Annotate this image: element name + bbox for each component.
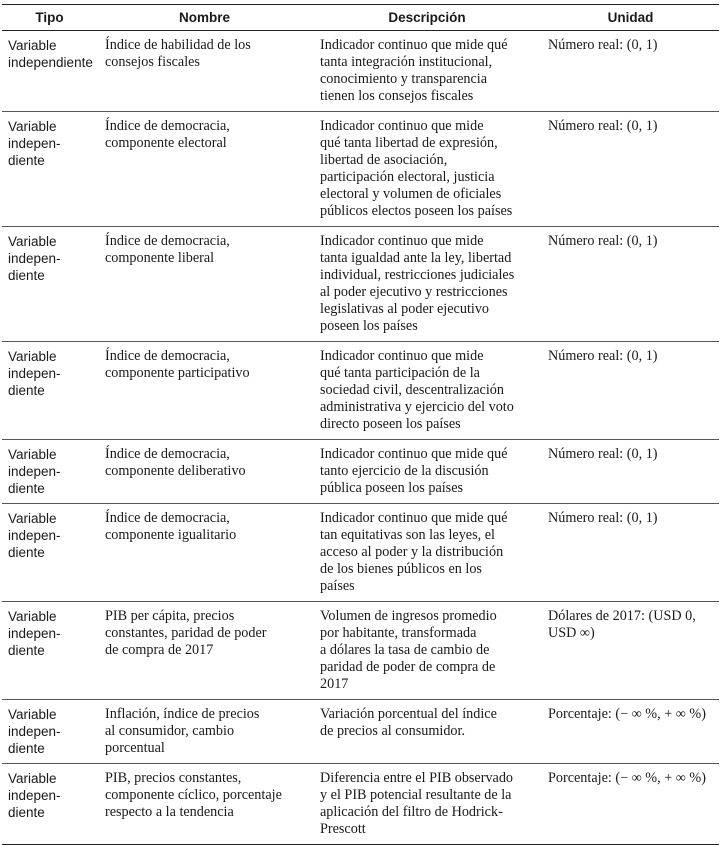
cell-tipo-line: diente (8, 481, 45, 496)
cell-nombre-line: Índice de democracia, (105, 348, 230, 364)
cell-nombre-line: Índice de democracia, (105, 510, 230, 526)
cell-descripcion-line: tienen los consejos fiscales (320, 88, 474, 104)
cell-nombre-line: al consumidor, cambio (105, 723, 235, 739)
cell-descripcion (312, 700, 542, 764)
cell-descripcion-line: Variación porcentual del índice (320, 706, 497, 722)
cell-tipo-line: independiente (8, 55, 93, 70)
cell-nombre (97, 112, 312, 227)
cell-tipo-line: Variable (8, 38, 57, 53)
cell-tipo-line: indepen- (8, 251, 61, 266)
cell-descripcion (312, 227, 542, 342)
cell-descripcion-line: paridad de poder de compra de (320, 659, 496, 675)
cell-descripcion-line: individual, restricciones judiciales (320, 267, 515, 283)
cell-descripcion (312, 31, 542, 112)
cell-tipo-line: Variable (8, 771, 57, 786)
cell-tipo-line: diente (8, 153, 45, 168)
cell-nombre-line: Índice de democracia, (105, 233, 230, 249)
table-row (2, 700, 719, 764)
cell-unidad (542, 227, 719, 342)
cell-descripcion-line: de precios al consumidor. (320, 723, 465, 739)
cell-nombre (97, 440, 312, 504)
cell-tipo-line: indepen- (8, 366, 61, 381)
cell-descripcion-line: legislativas al poder ejecutivo (320, 301, 490, 317)
variables-table (2, 4, 719, 845)
cell-tipo-line: diente (8, 643, 45, 658)
cell-tipo-line: indepen- (8, 788, 61, 803)
cell-nombre-line: componente deliberativo (105, 463, 246, 479)
cell-descripcion-line: qué tanta libertad de expresión, (320, 135, 498, 151)
cell-tipo (2, 342, 97, 440)
header-tipo: Tipo (2, 5, 97, 31)
cell-nombre-line: Índice de democracia, (105, 446, 230, 462)
cell-nombre-line: componente liberal (105, 250, 215, 266)
cell-tipo-line: Variable (8, 609, 57, 624)
cell-unidad-line: Número real: (0, 1) (548, 37, 658, 53)
cell-tipo (2, 764, 97, 845)
cell-nombre-line: porcentual (105, 740, 165, 756)
cell-tipo-line: indepen- (8, 724, 61, 739)
cell-nombre (97, 700, 312, 764)
cell-nombre-line: Índice de democracia, (105, 118, 230, 134)
cell-descripcion-line: tanta integración institucional, (320, 54, 493, 70)
table-body (2, 31, 719, 845)
cell-descripcion-line: Volumen de ingresos promedio (320, 608, 497, 624)
cell-tipo-line: Variable (8, 707, 57, 722)
cell-unidad-line: Porcentaje: (− ∞ %, + ∞ %) (548, 770, 706, 786)
cell-unidad (542, 342, 719, 440)
cell-descripcion-line: administrativa y ejercicio del voto (320, 399, 514, 415)
cell-unidad (542, 112, 719, 227)
cell-tipo-line: diente (8, 545, 45, 560)
cell-nombre-line: PIB, precios constantes, (105, 770, 242, 786)
cell-descripcion-line: tanta igualdad ante la ley, libertad (320, 250, 512, 266)
cell-descripcion-line: libertad de asociación, (320, 152, 448, 168)
header-unidad: Unidad (542, 5, 719, 31)
table-row (2, 342, 719, 440)
cell-descripcion-line: poseen los países (320, 318, 418, 334)
cell-tipo-line: indepen- (8, 464, 61, 479)
cell-descripcion-line: Indicador continuo que mide qué (320, 510, 508, 526)
cell-descripcion-line: Diferencia entre el PIB observado (320, 770, 514, 786)
cell-descripcion-line: aplicación del filtro de Hodrick- (320, 804, 503, 820)
cell-descripcion (312, 112, 542, 227)
table-row (2, 112, 719, 227)
cell-unidad-line: USD ∞) (548, 625, 595, 641)
table-row (2, 764, 719, 845)
cell-descripcion-line: tan equitativas son las leyes, el (320, 527, 495, 543)
cell-descripcion (312, 440, 542, 504)
cell-descripcion-line: electoral y volumen de oficiales (320, 186, 502, 202)
header-nombre: Nombre (97, 5, 312, 31)
cell-descripcion-line: 2017 (320, 676, 349, 692)
cell-descripcion-line: qué tanta participación de la (320, 365, 480, 381)
cell-descripcion-line: participación electoral, justicia (320, 169, 495, 185)
cell-descripcion (312, 764, 542, 845)
cell-nombre-line: Inflación, índice de precios (105, 706, 260, 722)
cell-tipo-line: Variable (8, 447, 57, 462)
cell-descripcion-line: al poder ejecutivo y restricciones (320, 284, 508, 300)
header-row (2, 5, 719, 31)
cell-descripcion (312, 504, 542, 602)
cell-unidad-line: Número real: (0, 1) (548, 446, 658, 462)
cell-nombre-line: componente electoral (105, 135, 227, 151)
cell-descripcion-line: a dólares la tasa de cambio de (320, 642, 490, 658)
cell-nombre-line: de compra de 2017 (105, 642, 214, 658)
cell-descripcion-line: Indicador continuo que mide qué (320, 37, 508, 53)
cell-unidad (542, 440, 719, 504)
cell-unidad-line: Número real: (0, 1) (548, 233, 658, 249)
cell-nombre (97, 227, 312, 342)
cell-tipo (2, 504, 97, 602)
cell-tipo (2, 602, 97, 700)
cell-descripcion-line: Indicador continuo que mide (320, 118, 484, 134)
cell-descripcion-line: Indicador continuo que mide qué (320, 446, 508, 462)
cell-descripcion-line: tanto ejercicio de la discusión (320, 463, 489, 479)
cell-nombre-line: Índice de habilidad de los (105, 37, 251, 53)
cell-nombre-line: componente igualitario (105, 527, 237, 543)
cell-nombre-line: componente cíclico, porcentaje (105, 787, 282, 803)
cell-tipo-line: diente (8, 741, 45, 756)
cell-tipo-line: diente (8, 805, 45, 820)
cell-descripcion-line: directo poseen los países (320, 416, 461, 432)
table-row (2, 602, 719, 700)
header-descripcion: Descripción (312, 5, 542, 31)
table-row (2, 440, 719, 504)
cell-descripcion (312, 602, 542, 700)
cell-tipo (2, 31, 97, 112)
cell-descripcion-line: pública poseen los países (320, 480, 464, 496)
cell-unidad (542, 602, 719, 700)
cell-unidad-line: Porcentaje: (− ∞ %, + ∞ %) (548, 706, 706, 722)
cell-tipo-line: indepen- (8, 528, 61, 543)
cell-descripcion-line: conocimiento y transparencia (320, 71, 488, 87)
cell-tipo-line: indepen- (8, 136, 61, 151)
cell-unidad (542, 764, 719, 845)
cell-tipo-line: diente (8, 383, 45, 398)
cell-tipo-line: Variable (8, 349, 57, 364)
cell-nombre (97, 764, 312, 845)
cell-tipo (2, 227, 97, 342)
cell-nombre-line: consejos fiscales (105, 54, 200, 70)
cell-nombre (97, 342, 312, 440)
cell-descripcion-line: acceso al poder y la distribución (320, 544, 504, 560)
cell-descripcion-line: sociedad civil, descentralización (320, 382, 504, 398)
cell-nombre (97, 602, 312, 700)
cell-nombre-line: respecto a la tendencia (105, 804, 234, 820)
cell-tipo-line: Variable (8, 119, 57, 134)
cell-tipo (2, 700, 97, 764)
cell-tipo (2, 112, 97, 227)
cell-descripcion-line: públicos electos poseen los países (320, 203, 513, 219)
cell-nombre-line: constantes, paridad de poder (105, 625, 267, 641)
cell-unidad-line: Número real: (0, 1) (548, 510, 658, 526)
cell-descripcion-line: y el PIB potencial resultante de la (320, 787, 512, 803)
cell-descripcion-line: Indicador continuo que mide (320, 348, 484, 364)
cell-descripcion-line: Prescott (320, 821, 366, 837)
cell-descripcion-line: Indicador continuo que mide (320, 233, 484, 249)
table-header (2, 5, 719, 31)
cell-descripcion-line: de los bienes públicos en los (320, 561, 482, 577)
cell-tipo (2, 440, 97, 504)
cell-unidad (542, 504, 719, 602)
table-row (2, 227, 719, 342)
cell-unidad-line: Número real: (0, 1) (548, 348, 658, 364)
table-row (2, 31, 719, 112)
cell-nombre-line: componente participativo (105, 365, 250, 381)
cell-unidad-line: Número real: (0, 1) (548, 118, 658, 134)
cell-tipo-line: indepen- (8, 626, 61, 641)
cell-unidad (542, 31, 719, 112)
cell-unidad-line: Dólares de 2017: (USD 0, (548, 608, 696, 624)
cell-nombre-line: PIB per cápita, precios (105, 608, 235, 624)
cell-nombre (97, 504, 312, 602)
cell-descripcion-line: países (320, 578, 355, 594)
cell-tipo-line: Variable (8, 234, 57, 249)
cell-tipo-line: Variable (8, 511, 57, 526)
cell-descripcion (312, 342, 542, 440)
table-row (2, 504, 719, 602)
cell-tipo-line: diente (8, 268, 45, 283)
cell-descripcion-line: por habitante, transformada (320, 625, 477, 641)
cell-unidad (542, 700, 719, 764)
cell-nombre (97, 31, 312, 112)
